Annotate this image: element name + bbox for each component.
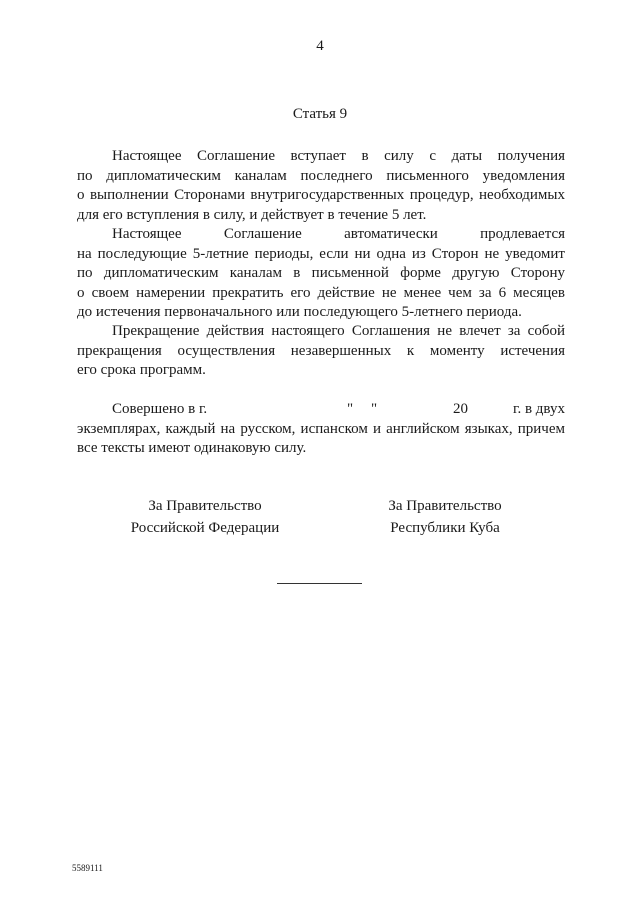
- word: с: [429, 148, 436, 164]
- word: в: [361, 148, 369, 164]
- article-title: Статья 9: [292, 106, 348, 122]
- word: Настоящее: [112, 226, 182, 242]
- paragraph-done-at: [77, 400, 565, 459]
- date-quote-close: ": [371, 401, 378, 417]
- paragraph-line: [77, 147, 565, 167]
- word: Настоящее: [112, 148, 182, 164]
- signature-block-cuba: [350, 495, 540, 539]
- paragraph-line: по дипломатическим каналам в письменной форме другую Сторону: [77, 265, 565, 281]
- signature-line: За Правительство: [148, 498, 262, 514]
- word: Соглашение: [197, 148, 275, 164]
- paragraph-line: все тексты имеют одинаковую силу.: [77, 440, 307, 456]
- paragraph-line: его срока программ.: [77, 362, 206, 378]
- signature-line: Республики Куба: [390, 520, 500, 536]
- year-prefix: 20: [453, 401, 468, 417]
- paragraph-termination: [77, 322, 565, 381]
- word: автоматически: [344, 226, 438, 242]
- paragraph-line: по дипломатическим каналам последнего письменного уведомления: [77, 167, 565, 184]
- paragraph-entry-into-force: [77, 147, 565, 225]
- paragraph-line: Прекращение действия настоящего Соглашения не влечет за собой: [112, 323, 565, 339]
- word: продлевается: [480, 226, 566, 242]
- word: вступает: [290, 148, 346, 164]
- paragraph-line: для его вступления в силу, и действует в течение 5 лет.: [77, 206, 427, 223]
- word: получения: [497, 148, 566, 164]
- signature-block-russia: [110, 495, 300, 539]
- paragraph-line: прекращения осуществления незавершенных к моменту истечения: [77, 342, 565, 359]
- page-number: 4: [316, 38, 324, 54]
- closing-divider: [277, 583, 362, 584]
- document-code: 5589111: [72, 863, 103, 873]
- date-quote-open: ": [347, 401, 354, 417]
- paragraph-line: на последующие 5-летние периоды, если ни одна из Сторон не уведомит: [77, 245, 565, 262]
- word: Соглашение: [223, 226, 302, 242]
- signature-line: За Правительство: [388, 498, 502, 514]
- paragraph-line: о своем намерении прекратить его действие не менее чем за 6 месяцев: [77, 284, 565, 301]
- copies-phrase: г. в двух: [513, 401, 565, 417]
- done-at-phrase: Совершено в г.: [112, 401, 208, 417]
- paragraph-line: о выполнении Сторонами внутригосударственных процедур, необходимых: [77, 187, 565, 203]
- word: даты: [451, 148, 483, 164]
- word: силу: [384, 148, 414, 164]
- signature-line: Российской Федерации: [130, 520, 280, 536]
- paragraph-automatic-renewal: [77, 225, 565, 323]
- paragraph-line: экземплярах, каждый на русском, испанском и английском языках, причем: [77, 420, 565, 437]
- paragraph-line: [77, 225, 565, 245]
- paragraph-line: до истечения первоначального или последующего 5-летнего периода.: [77, 304, 522, 320]
- paragraph-line: [77, 400, 565, 420]
